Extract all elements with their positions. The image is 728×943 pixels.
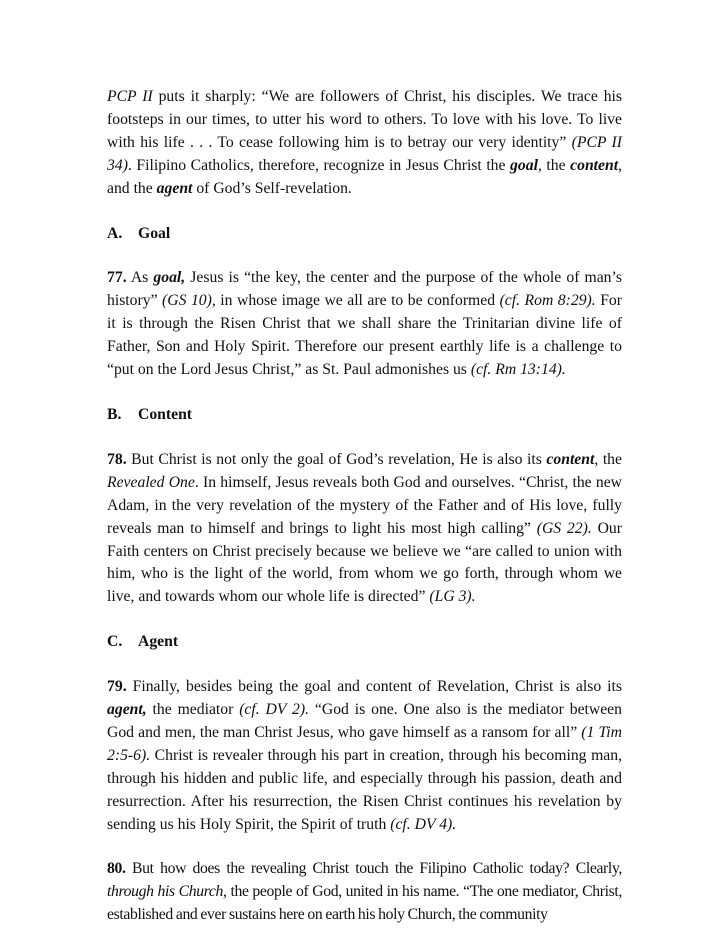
text-span: . Filipino Catholics, therefore, recognize in Jesus Christ the bbox=[127, 156, 511, 174]
section-heading-content bbox=[107, 404, 622, 427]
document-page bbox=[107, 86, 622, 927]
text-span: For it is through the Risen Christ that we shall share the Trinitarian divine life of Father, Son and Holy Spirit. Therefore our present earthly life is a challenge to “put on the Lord Jesus Christ,” as St. Paul admonishes us bbox=[107, 292, 623, 379]
section-heading-goal bbox=[107, 223, 622, 246]
text-span: As bbox=[126, 269, 154, 287]
paragraph-80 bbox=[107, 858, 622, 927]
section-title: Goal bbox=[138, 224, 171, 242]
citation: (cf. Rom 8:29). bbox=[499, 292, 596, 310]
section-letter: B. bbox=[107, 405, 122, 423]
paragraph-number: 77. bbox=[107, 269, 127, 287]
emphasis-content: content bbox=[570, 156, 619, 174]
text-span: . In himself, Jesus reveals both God and ourselves. “Christ, the new Adam, in the very revelation of the mystery of the Father and of His love, fully reveals man to himself and brings to light his most high calling” bbox=[107, 473, 622, 537]
citation: (1 Tim 2:5-6). bbox=[107, 723, 622, 764]
citation: (cf. DV 2). bbox=[239, 701, 310, 719]
text-span: Finally, besides being the goal and content of Revelation, Christ is also its bbox=[126, 678, 622, 696]
section-heading-agent bbox=[107, 631, 622, 654]
paragraph-77 bbox=[107, 267, 622, 382]
emphasis-through-church: through his Church, bbox=[107, 883, 227, 901]
section-title: Content bbox=[138, 405, 193, 423]
text-span: the mediator bbox=[146, 701, 240, 719]
text-span: in whose image we all are to be conformed bbox=[215, 292, 500, 310]
citation: (PCP II 34) bbox=[107, 133, 622, 174]
text-span: , the bbox=[537, 156, 571, 174]
paragraph-number: 80. bbox=[107, 860, 126, 878]
emphasis-agent: agent bbox=[156, 179, 193, 197]
text-span: puts it sharply: “We are followers of Christ, his disciples. We trace his footsteps in our times, to utter his word to others. To love with his love. To live with his life . . . To cease following him is to betray our very identity” bbox=[107, 88, 622, 151]
citation: (LG 3). bbox=[429, 588, 476, 606]
text-span: , the bbox=[594, 450, 622, 468]
text-span: the people of God, united in his name. “The one mediator, Christ, established and ever sustains here on earth his holy Church, the community bbox=[107, 883, 622, 924]
text-span: Jesus is “the key, the center and the purpose of the whole of man’s history” bbox=[107, 269, 622, 310]
emphasis-content: content bbox=[546, 450, 595, 468]
text-span: Our Faith centers on Christ precisely because we believe we “are called to union with him, who is the light of the world, from whom we go forth, through whom we live, and towards whom our whole life is directed” bbox=[107, 519, 622, 606]
section-title: Agent bbox=[138, 633, 179, 651]
paragraph-78 bbox=[107, 449, 622, 609]
emphasis-goal: goal, bbox=[153, 269, 186, 287]
text-span: But Christ is not only the goal of God’s revelation, He is also its bbox=[126, 450, 547, 468]
text-span: “God is one. One also is the mediator between God and men, the man Christ Jesus, who gave himself as a ransom for all” bbox=[107, 701, 622, 741]
paragraph-number: 78. bbox=[107, 450, 127, 468]
emphasis-goal: goal bbox=[510, 156, 538, 174]
text-span: , and the bbox=[107, 156, 622, 197]
text-span: But how does the revealing Christ touch the Filipino Catholic today? Clearly, bbox=[125, 860, 622, 878]
section-letter: C. bbox=[107, 633, 123, 651]
pcp-ref: PCP II bbox=[107, 88, 153, 105]
citation: (cf. Rm 13:14). bbox=[470, 361, 566, 379]
intro-paragraph bbox=[107, 86, 622, 201]
paragraph-79 bbox=[107, 676, 622, 836]
citation: (GS 10), bbox=[162, 292, 216, 310]
emphasis-agent: agent, bbox=[107, 701, 147, 719]
citation: (GS 22). bbox=[536, 519, 592, 537]
text-span: of God’s Self-revelation. bbox=[192, 179, 352, 197]
section-letter: A. bbox=[107, 224, 123, 242]
text-span: Christ is revealer through his part in creation, through his becoming man, through his hidden and public life, and especially through his passion, death and resurrection. After his resurrection, the Risen Christ continues his revelation by sending us his Holy Spirit, the Spirit of truth bbox=[107, 746, 622, 833]
emphasis-revealed-one: Revealed One bbox=[107, 473, 195, 491]
paragraph-number: 79. bbox=[107, 678, 127, 696]
citation: (cf. DV 4). bbox=[390, 815, 457, 833]
